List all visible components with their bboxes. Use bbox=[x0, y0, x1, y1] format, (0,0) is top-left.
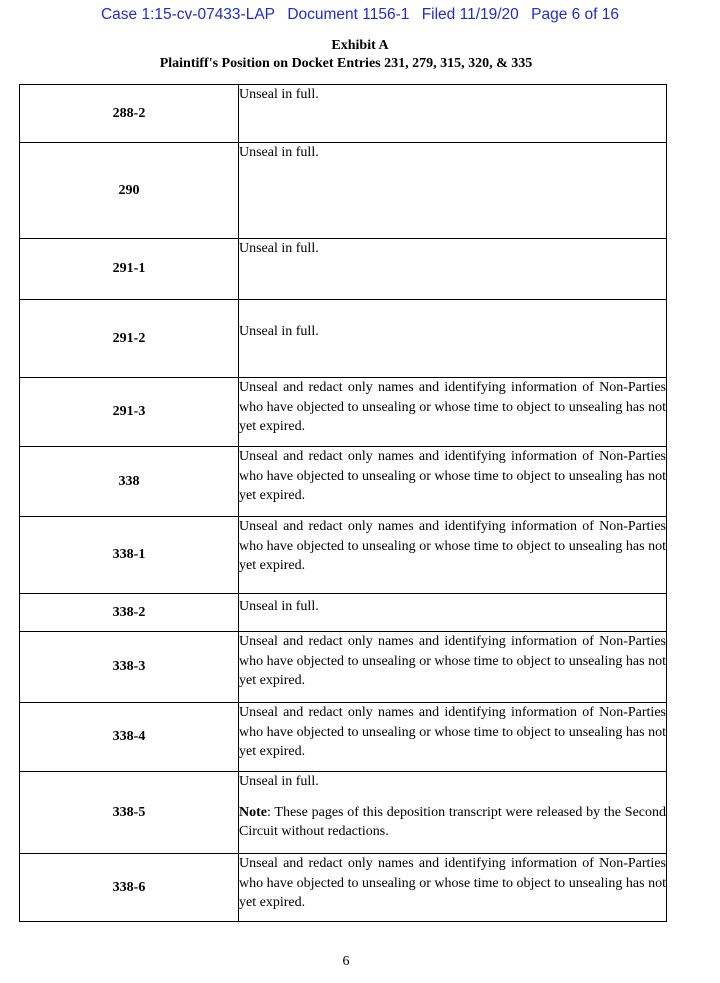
position-cell: Unseal and redact only names and identifying information of Non-Parties who have objected to unsealing or whose time to object to unsealing has not yet expired. bbox=[239, 703, 667, 772]
filed-date: Filed 11/19/20 bbox=[421, 6, 519, 23]
position-cell: Unseal and redact only names and identifying information of Non-Parties who have objected to unsealing or whose time to object to unsealing has not yet expired. bbox=[239, 632, 667, 703]
position-cell: Unseal in full. bbox=[239, 143, 667, 239]
table-row bbox=[20, 300, 667, 378]
docket-table bbox=[19, 84, 667, 922]
position-cell: Unseal in full. bbox=[239, 300, 667, 378]
note-label: Note bbox=[239, 804, 267, 820]
table-row bbox=[20, 594, 667, 632]
position-cell: Unseal in full. bbox=[239, 594, 667, 632]
note-text: : These pages of this deposition transcript were released by the Second Circuit without redactions. bbox=[239, 804, 666, 839]
position-cell bbox=[239, 772, 667, 854]
page-number: 6 bbox=[342, 954, 350, 969]
docket-entry-cell: 291-1 bbox=[20, 239, 239, 300]
table-row bbox=[20, 85, 667, 143]
position-text: Unseal in full. bbox=[239, 774, 319, 789]
table-row bbox=[20, 143, 667, 239]
docket-entry-cell: 338-5 bbox=[20, 772, 239, 854]
table-row bbox=[20, 703, 667, 772]
table-row bbox=[20, 517, 667, 594]
docket-entry-cell: 338-4 bbox=[20, 703, 239, 772]
document-number: Document 1156-1 bbox=[287, 6, 410, 23]
docket-entry-cell: 338-6 bbox=[20, 854, 239, 922]
position-cell: Unseal and redact only names and identifying information of Non-Parties who have objected to unsealing or whose time to object to unsealing has not yet expired. bbox=[239, 378, 667, 447]
docket-entry-cell: 288-2 bbox=[20, 85, 239, 143]
position-cell: Unseal and redact only names and identifying information of Non-Parties who have objected to unsealing or whose time to object to unsealing has not yet expired. bbox=[239, 517, 667, 594]
exhibit-subtitle: Plaintiff's Position on Docket Entries 231, 279, 315, 320, & 335 bbox=[159, 56, 533, 71]
note-paragraph bbox=[239, 803, 666, 842]
docket-entry-cell: 338 bbox=[20, 447, 239, 517]
case-number: Case 1:15-cv-07433-LAP bbox=[100, 6, 276, 23]
docket-entry-cell: 290 bbox=[20, 143, 239, 239]
page-indicator: Page 6 of 16 bbox=[531, 6, 620, 23]
position-cell: Unseal in full. bbox=[239, 239, 667, 300]
docket-entry-cell: 338-1 bbox=[20, 517, 239, 594]
docket-entry-cell: 338-3 bbox=[20, 632, 239, 703]
docket-entry-cell: 291-3 bbox=[20, 378, 239, 447]
position-cell: Unseal and redact only names and identifying information of Non-Parties who have objected to unsealing or whose time to object to unsealing has not yet expired. bbox=[239, 854, 667, 922]
position-cell: Unseal and redact only names and identifying information of Non-Parties who have objected to unsealing or whose time to object to unsealing has not yet expired. bbox=[239, 447, 667, 517]
table-row bbox=[20, 447, 667, 517]
table-row bbox=[20, 772, 667, 854]
table-row bbox=[20, 378, 667, 447]
docket-entry-cell: 338-2 bbox=[20, 594, 239, 632]
exhibit-title: Exhibit A bbox=[331, 38, 389, 53]
table-row bbox=[20, 239, 667, 300]
table-row bbox=[20, 632, 667, 703]
position-cell: Unseal in full. bbox=[239, 85, 667, 143]
table-row bbox=[20, 854, 667, 922]
case-header bbox=[0, 6, 720, 24]
docket-entry-cell: 291-2 bbox=[20, 300, 239, 378]
